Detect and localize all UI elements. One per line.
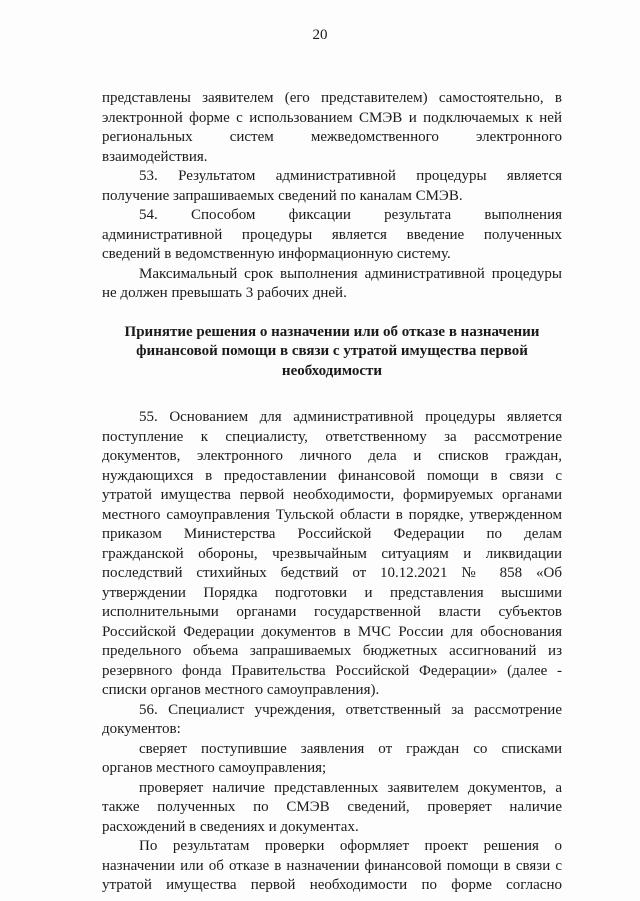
paragraph-56-item-check [102,779,562,838]
page-number: 20 [312,27,328,43]
text-line: 53. Результатом административной процедуры является [139,168,562,184]
text-line: списки органов местного самоуправления). [102,682,380,698]
paragraph-53 [102,167,562,206]
text-line: утратой имущества первой необходимости, формируемых органами [102,487,562,503]
text-line: региональных систем межведомственного электронного [102,129,562,145]
paragraph-56-item-verify [102,740,562,779]
document-body [102,89,562,896]
heading-line: Принятие решения о назначении или об отказе в назначении [124,323,540,340]
text-line: сверяет поступившие заявления от граждан со списками [139,740,562,757]
text-line: последствий стихийных бедствий от 10.12.2021 № 858 «Об [102,565,562,581]
text-line: взаимодействия. [102,148,208,165]
text-line: документов, электронного личного дела и списков граждан, [102,448,562,464]
text-line: сведений в ведомственную информационную систему. [102,246,451,262]
heading-line: необходимости [281,362,383,379]
text-line: административной процедуры является введение полученных [102,226,562,243]
text-line: органов местного самоуправления; [102,760,327,776]
text-line: нуждающихся в предоставлении финансовой помощи в связи с [102,467,562,484]
text-line: представлены заявителем (его представителем) самостоятельно, в [102,90,562,106]
text-line: электронной форме с использованием СМЭВ и подключаемых к ней [102,109,562,126]
text-line: По результатам проверки оформляет проект решения о [139,838,562,854]
text-line: не должен превышать 3 рабочих дней. [102,285,347,301]
text-line: документов: [102,721,181,737]
heading-line: финансовой помощи в связи с утратой имущества первой [136,343,528,359]
text-line: местного самоуправления Тульской области в порядке, утвержденном [102,506,562,523]
text-line: приказом Министерства Российской Федерации по делам [102,526,562,542]
paragraph-55 [102,408,562,701]
text-line: гражданской обороны, чрезвычайным ситуациям и ликвидации [102,545,562,562]
text-line: резервного фонда Правительства Российской Федерации» (далее - [102,662,562,679]
text-line: также полученных по СМЭВ сведений, проверяет наличие [102,799,562,815]
text-line: 54. Способом фиксации результата выполнения [139,207,562,223]
text-line: Максимальный срок выполнения административной процедуры [139,265,562,282]
text-line: исполнительными органами государственной власти субъектов [102,604,562,620]
text-line: Российской Федерации документов в МЧС России для обоснования [102,623,562,640]
text-line: утратой имущества первой необходимости по форме согласно [102,877,562,893]
text-line: назначении или об отказе в назначении финансовой помощи в связи с [102,857,562,874]
section-heading [102,323,562,382]
text-line: утверждении Порядка подготовки и представления высшими [102,584,562,601]
paragraph-56-item-decision [102,837,562,896]
text-line: получение запрашиваемых сведений по каналам СМЭВ. [102,187,463,204]
paragraph-continuation [102,89,562,167]
text-line: проверяет наличие представленных заявителем документов, а [139,779,562,796]
paragraph-56 [102,701,562,740]
text-line: 55. Основанием для административной процедуры является [139,409,562,425]
spacer [102,304,562,323]
text-line: 56. Специалист учреждения, ответственный за рассмотрение [139,701,562,718]
text-line: расхождений в сведениях и документах. [102,818,359,835]
text-line: поступление к специалисту, ответственному за рассмотрение [102,428,562,445]
text-line: предельного объема запрашиваемых бюджетных ассигнований из [102,643,562,659]
paragraph-max-term [102,265,562,304]
paragraph-54 [102,206,562,265]
spacer [102,381,562,408]
